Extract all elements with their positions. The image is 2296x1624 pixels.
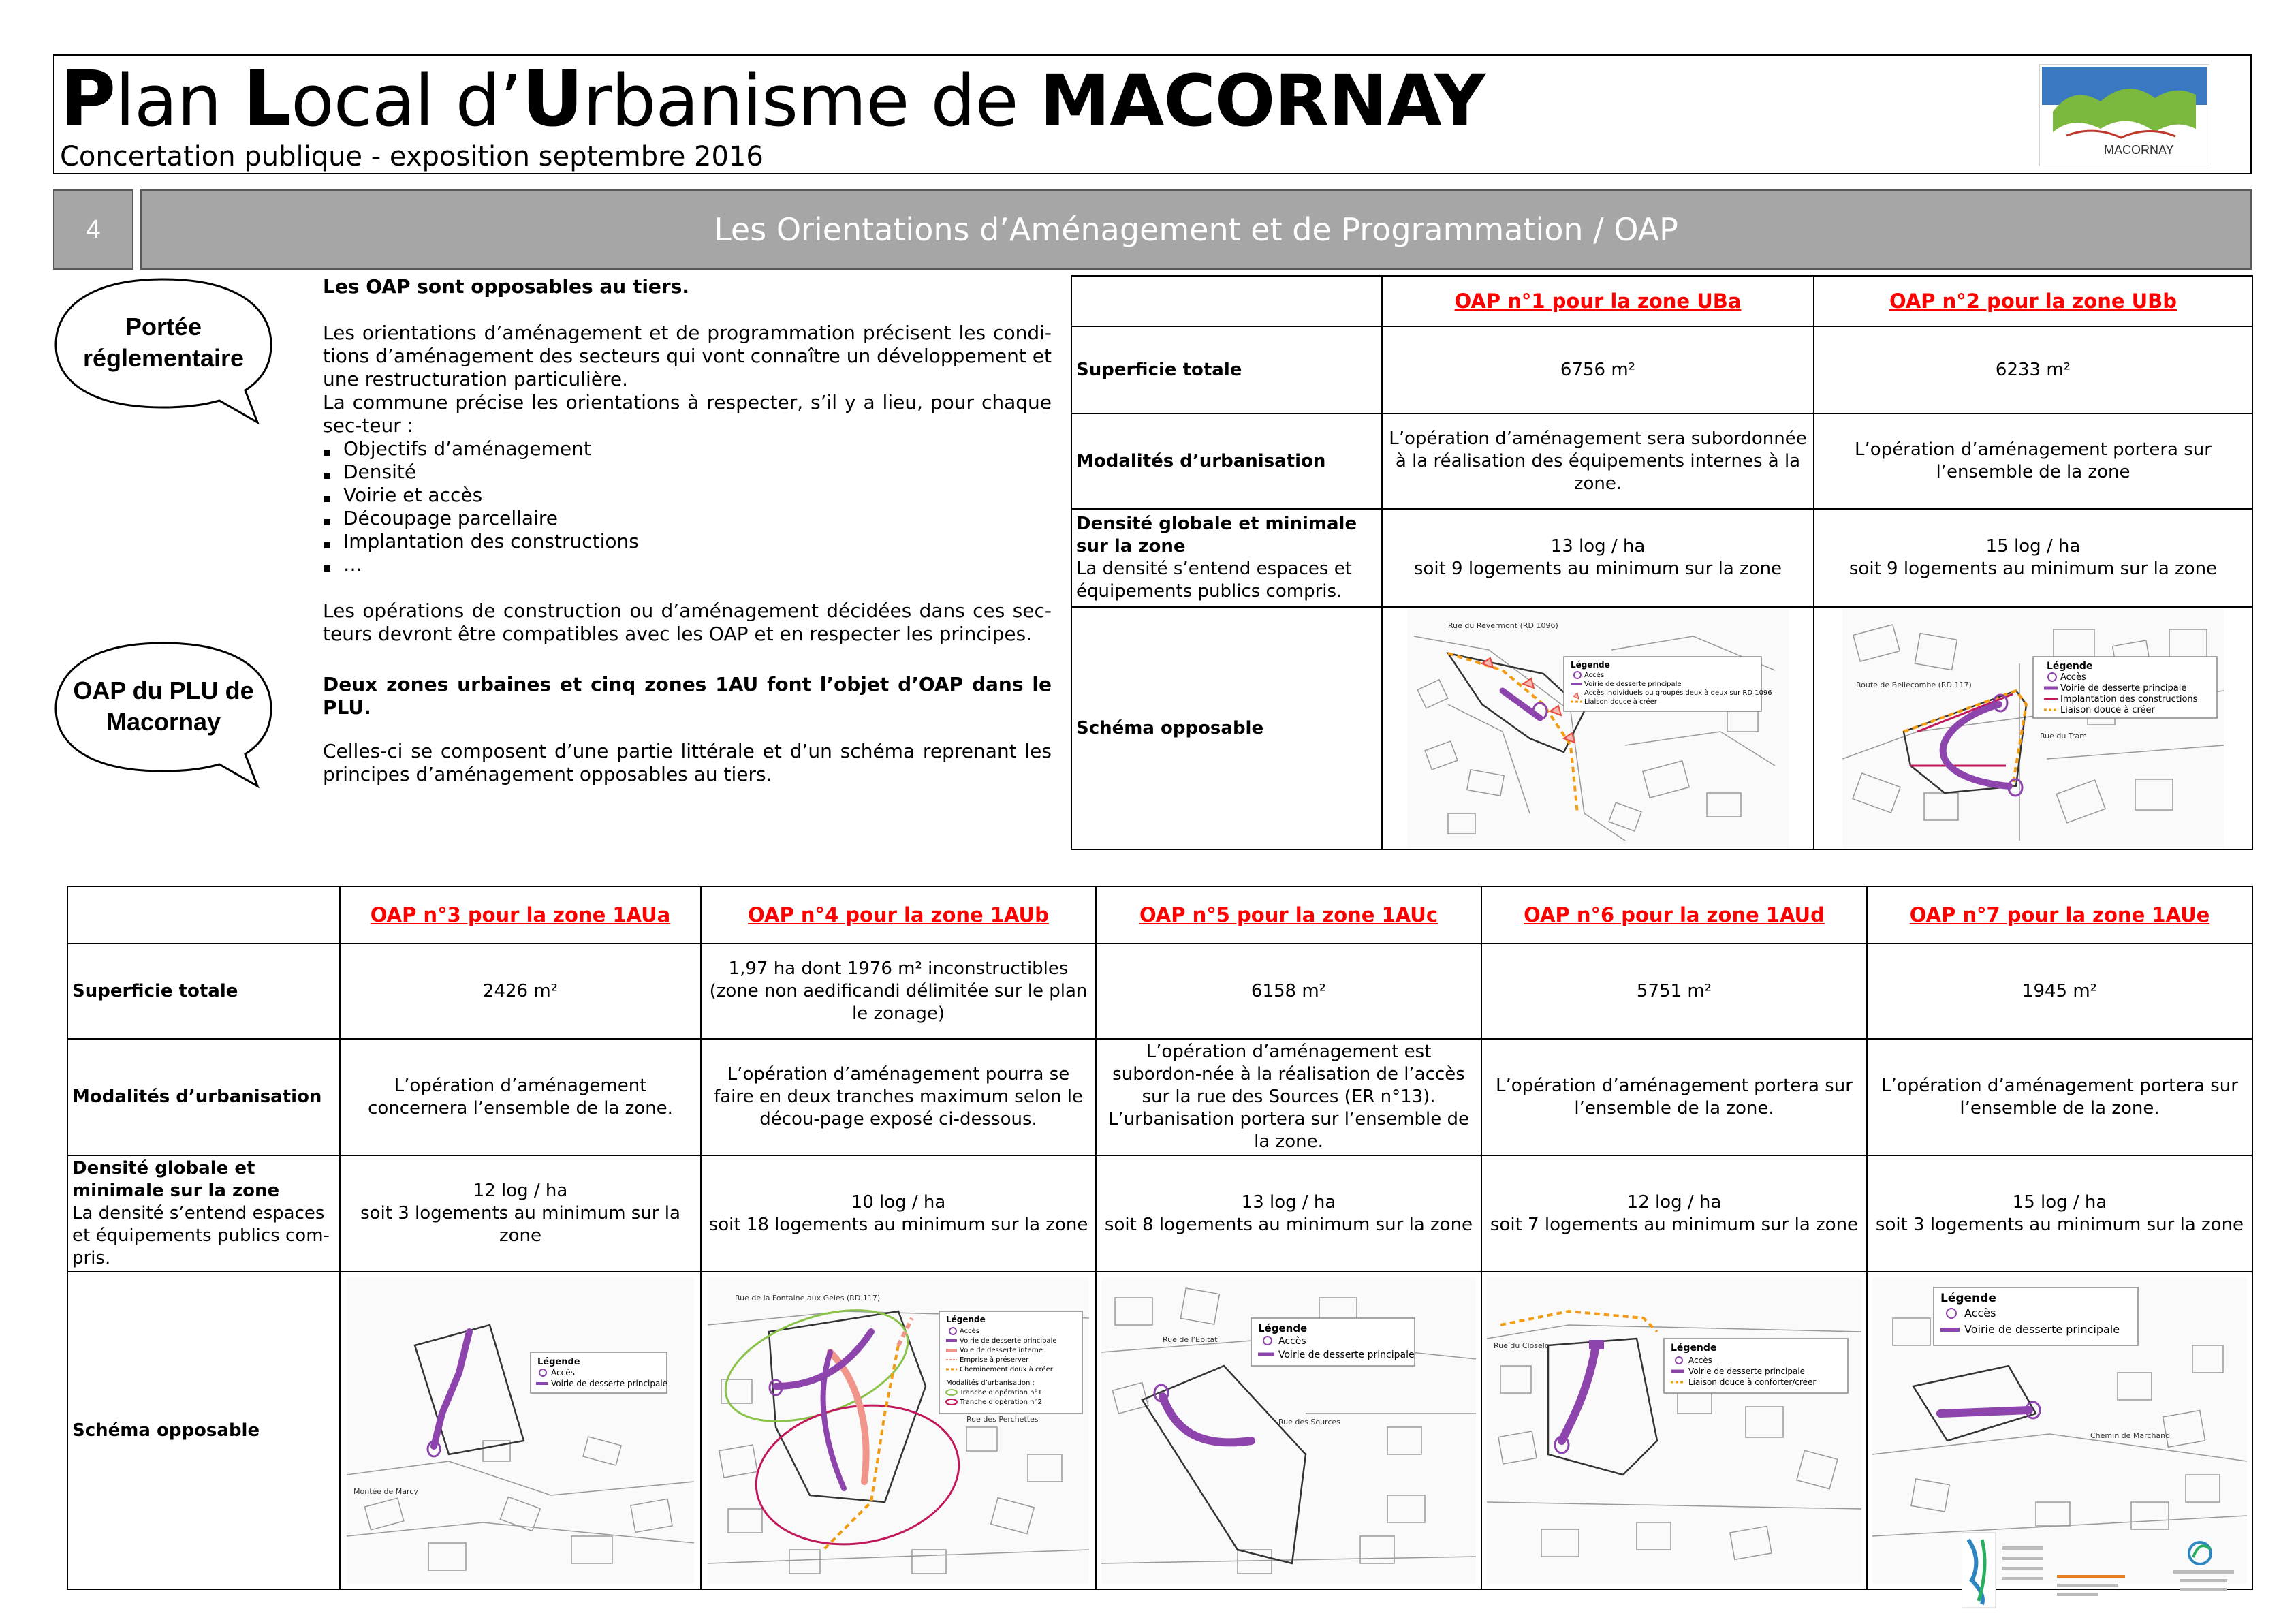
legend-item: Accès [1584,672,1605,679]
densite-value: 13 log / ha [1550,536,1646,557]
bullet-item: … [323,553,1052,576]
street-label: Rue des Sources [1278,1418,1340,1426]
bullet-item: Densité [323,460,1052,484]
oap-2-superficie: 6233 m² [1814,326,2252,413]
text-operations: Les opérations de construction ou d’aménagement décidées dans ces sec-teurs devront être compatibles avec les OAP et en respecter les principes. [323,599,1052,645]
legend-item: Cheminement doux à créer [960,1366,1053,1373]
row-label-schema: Schéma opposable [67,1272,340,1589]
oap-2-schema [1814,607,2252,849]
legend-item: Liaison douce à conforter/créer [1688,1377,1817,1387]
text-opposables: Les OAP sont opposables au tiers. [323,275,690,298]
title-initial-l: L [242,55,292,144]
oap-2-map [1842,609,2224,847]
oap-7-densite [1867,1155,2252,1272]
legend-item: Voirie de desserte principale [551,1379,668,1388]
legend-title: Légende [1258,1322,1308,1334]
densite-min: soit 8 logements au minimum sur la zone [1104,1214,1473,1235]
densite-value: 12 log / ha [473,1181,568,1201]
oap-4-modalites: L’opération d’aménagement pourra se faire en deux tranches maximum selon le décou-page exposé ci-dessous. [701,1039,1096,1155]
bullet-item: Découpage parcellaire [323,507,1052,530]
oap-3-densite [340,1155,701,1272]
legend-title: Légende [1671,1343,1717,1354]
densite-label: Densité globale et minimale sur la zone [1076,514,1357,557]
title-commune: MACORNAY [1039,59,1485,142]
oap-6-superficie: 5751 m² [1481,943,1867,1039]
oap-7-modalites: L’opération d’aménagement portera sur l’ensemble de la zone. [1867,1039,2252,1155]
text-commune: La commune précise les orientations à respecter, s’il y a lieu, pour chaque sec-teur : [323,391,1052,437]
macornay-logo [2039,64,2209,166]
densite-value: 10 log / ha [851,1191,946,1213]
bullet-item: Voirie et accès [323,484,1052,507]
oap-3-map [347,1277,694,1584]
logo-text: MACORNAY [2104,143,2174,157]
title-initial-p: P [60,55,116,144]
densite-value: 15 log / ha [2012,1191,2107,1213]
legend-item: Accès [1964,1307,1996,1320]
densite-note: La densité s’entend espaces et équipements publics compris. [1076,559,1352,602]
legend-item: Accès [1688,1356,1712,1365]
legend-item: Liaison douce à créer [2060,705,2155,715]
oap-1-superficie: 6756 m² [1382,326,1814,413]
bullet-item: Implantation des constructions [323,530,1052,553]
row-label-superficie: Superficie totale [1071,326,1382,413]
legend-title: Légende [1940,1292,1996,1305]
legend-item: Tranche d’opération n°2 [960,1399,1042,1406]
oap-1-modalites: L’opération d’aménagement sera subordonnée à la réalisation des équipements internes à la zone. [1382,413,1814,509]
legend-title: Légende [2047,661,2093,672]
legend-item: Emprise à préserver [960,1356,1029,1364]
text-zones: Deux zones urbaines et cinq zones 1AU font l’objet d’OAP dans le PLU. [323,673,1052,719]
oap-6-map [1487,1277,1861,1584]
legend-item: Voirie de desserte principale [960,1337,1057,1345]
street-label: Route de Bellecombe (RD 117) [1856,681,1972,689]
title-part: rbanisme de [582,59,1040,142]
table-corner [1071,276,1382,326]
row-label-modalites: Modalités d’urbanisation [67,1039,340,1155]
street-label: Rue des Perchettes [966,1415,1039,1424]
street-label: Rue de la Fontaine aux Geles (RD 117) [735,1294,881,1302]
legend-item: Voirie de desserte principale [1964,1323,2120,1336]
legend-item: Voirie de desserte principale [1584,681,1682,688]
text-composition: Celles-ci se composent d’une partie littérale et d’un schéma reprenant les principes d’aménagement opposables au tiers. [323,740,1052,785]
oap-4-map [708,1277,1089,1584]
oap-3-header: OAP n°3 pour la zone 1AUa [340,886,701,943]
legend-item: Accès [2060,672,2086,683]
legend-item: Tranche d’opération n°1 [960,1389,1042,1396]
street-label: Rue du Revermont (RD 1096) [1448,621,1558,630]
row-label-densite [67,1155,340,1272]
street-label: Rue du Closelo [1494,1341,1550,1350]
bubble-oap-plu [48,635,279,792]
oap-5-modalites: L’opération d’aménagement est subordon-née à la réalisation de l’accès sur la rue des Sources (ER n°13). L’urbanisation portera sur l’ensemble de la zone. [1096,1039,1481,1155]
bubble-portee-text: Portée réglementaire [82,313,245,372]
oap-7-superficie: 1945 m² [1867,943,2252,1039]
partner-logos [1962,1526,2248,1614]
legend-item: Modalités d’urbanisation : [946,1379,1035,1387]
legend-item: Accès individuels ou groupés deux à deux sur RD 1096 [1584,689,1772,697]
legend-item: Accès [551,1368,575,1377]
street-label: Rue du Tram [2040,732,2087,740]
oap-3-schema [340,1272,701,1589]
legend-item: Voirie de desserte principale [1278,1349,1415,1360]
street-label: Rue de l’Epitat [1163,1335,1218,1344]
oap-2-modalites: L’opération d’aménagement portera sur l’ensemble de la zone [1814,413,2252,509]
legend-title: Légende [1571,660,1610,670]
legend-item: Implantation des constructions [2060,694,2198,704]
oap-1-header: OAP n°1 pour la zone UBa [1382,276,1814,326]
title-initial-u: U [521,55,583,144]
oap-2-densite [1814,509,2252,607]
densite-note: La densité s’entend espaces et équipements publics com-pris. [72,1203,330,1268]
densite-value: 15 log / ha [1985,536,2081,557]
densite-min: soit 9 logements au minimum sur la zone [1849,559,2218,579]
legend-item: Accès [960,1328,980,1335]
page-header [53,54,2252,174]
oap-5-superficie: 6158 m² [1096,943,1481,1039]
densite-min: soit 9 logements au minimum sur la zone [1413,559,1782,579]
oap-3-superficie: 2426 m² [340,943,701,1039]
densite-label: Densité globale et minimale sur la zone [72,1158,280,1201]
oap-7-header: OAP n°7 pour la zone 1AUe [1867,886,2252,943]
densite-value: 13 log / ha [1241,1191,1336,1213]
title-part: ocal d’ [291,59,522,142]
oap-4-superficie: 1,97 ha dont 1976 m² inconstructibles (zone non aedificandi délimitée sur le plan le zonage) [701,943,1096,1039]
densite-min: soit 7 logements au minimum sur la zone [1490,1214,1859,1235]
bullet-item: Objectifs d’aménagement [323,437,1052,460]
legend-item: Voie de desserte interne [960,1347,1043,1354]
densite-min: soit 18 logements au minimum sur la zone [708,1214,1088,1235]
page-title [60,55,1485,144]
bubble-portee [48,271,279,428]
oap-2-header: OAP n°2 pour la zone UBb [1814,276,2252,326]
legend-item: Accès [1278,1336,1306,1347]
text-orientations: Les orientations d’aménagement et de programmation précisent les condi-tions d’aménagement des secteurs qui vont connaître un développement et une restructuration particulière. [323,322,1052,390]
oap-6-modalites: L’opération d’aménagement portera sur l’ensemble de la zone. [1481,1039,1867,1155]
table-corner [67,886,340,943]
title-part: lan [115,59,243,142]
densite-min: soit 3 logements au minimum sur la zone [1875,1214,2244,1235]
oap-6-header: OAP n°6 pour la zone 1AUd [1481,886,1867,943]
row-label-schema: Schéma opposable [1071,607,1382,849]
bubble-oap-plu-text: OAP du PLU de Macornay [73,676,254,736]
oap-5-densite [1096,1155,1481,1272]
oap-1-densite [1382,509,1814,607]
legend-item: Voirie de desserte principale [2060,683,2187,693]
oap-6-schema [1481,1272,1867,1589]
oap-5-map [1101,1277,1476,1584]
oap-4-densite [701,1155,1096,1272]
legend-title: Légende [537,1357,580,1367]
row-label-densite [1071,509,1382,607]
page-subtitle: Concertation publique - exposition septembre 2016 [60,141,764,172]
oap-5-header: OAP n°5 pour la zone 1AUc [1096,886,1481,943]
bullet-list [323,437,1052,576]
oap-4-schema [701,1272,1096,1589]
oap-table-bottom [67,886,2253,1590]
oap-5-schema [1096,1272,1481,1589]
oap-4-header: OAP n°4 pour la zone 1AUb [701,886,1096,943]
intro-text [323,275,1052,786]
legend-item: Liaison douce à créer [1584,698,1657,706]
section-number: 4 [53,189,133,270]
densite-value: 12 log / ha [1626,1191,1722,1213]
section-title: Les Orientations d’Aménagement et de Programmation / OAP [140,189,2252,270]
oap-3-modalites: L’opération d’aménagement concernera l’ensemble de la zone. [340,1039,701,1155]
legend-title: Légende [946,1315,986,1324]
row-label-superficie: Superficie totale [67,943,340,1039]
street-label: Chemin de Marchand [2090,1431,2171,1440]
oap-table-top [1071,275,2253,850]
row-label-modalites: Modalités d’urbanisation [1071,413,1382,509]
oap-1-schema [1382,607,1814,849]
street-label: Montée de Marcy [353,1487,418,1496]
legend-item: Voirie de desserte principale [1688,1367,1806,1376]
oap-1-map [1407,609,1789,847]
densite-min: soit 3 logements au minimum sur la zone [360,1203,680,1246]
oap-6-densite [1481,1155,1867,1272]
